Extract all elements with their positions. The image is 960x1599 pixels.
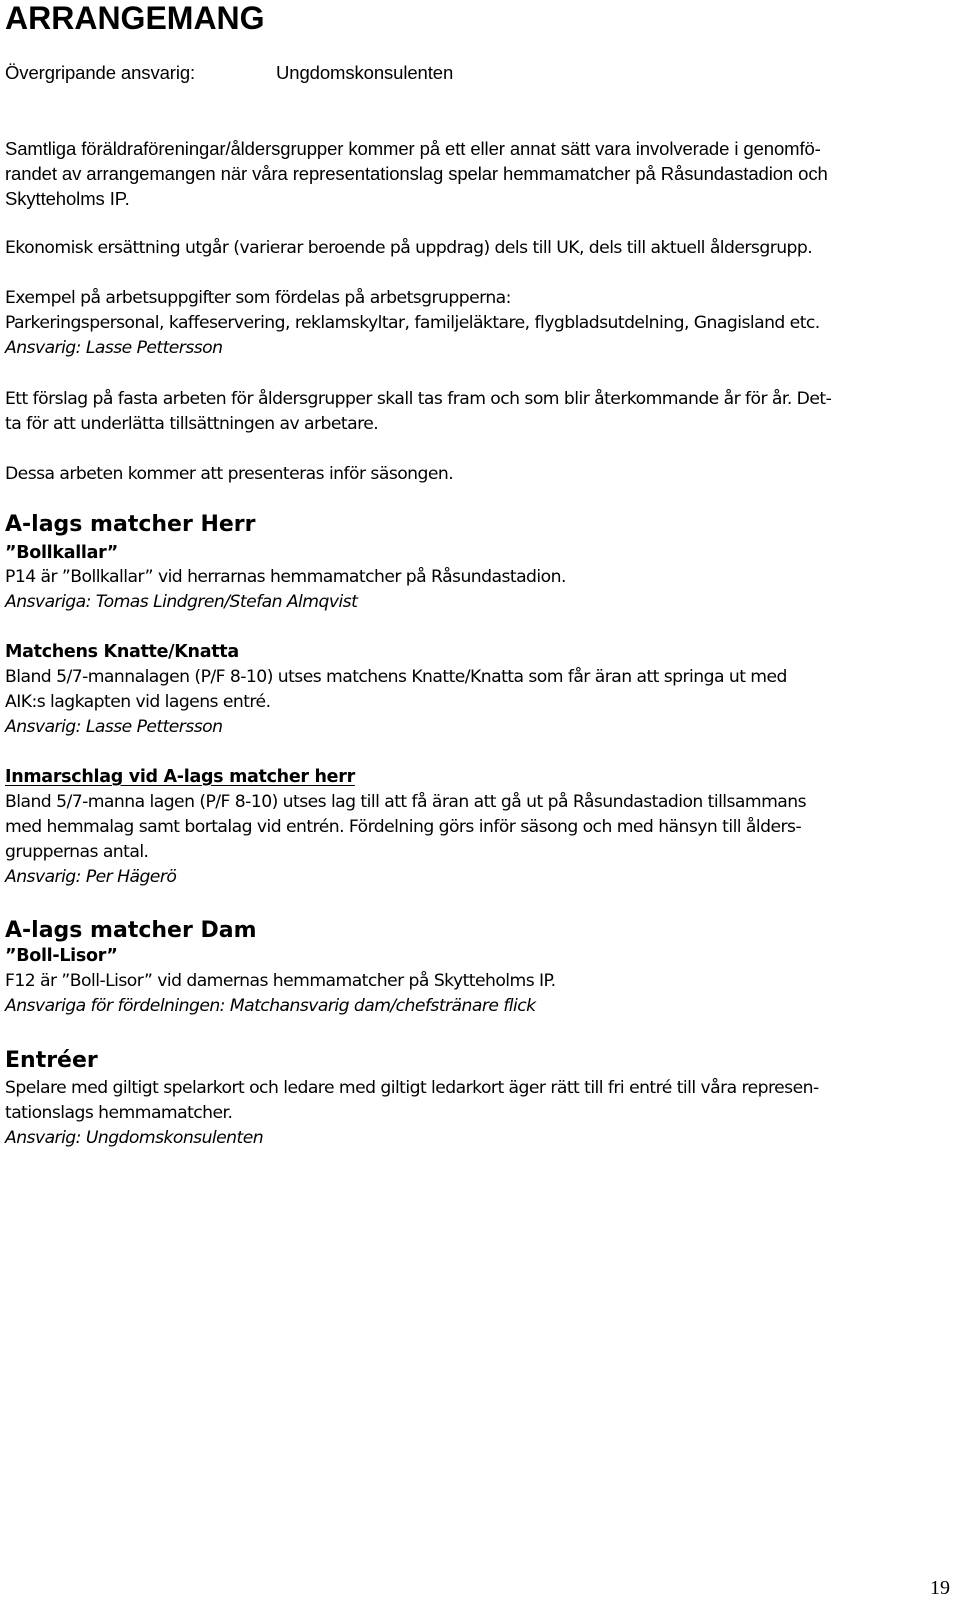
intro-line-3: Skytteholms IP. (5, 188, 130, 209)
tasks-list: Parkeringspersonal, kaffeservering, reklamskyltar, familjeläktare, flygbladsutdelning, Gnagisland etc. (5, 313, 820, 333)
women-matches-heading: A-lags matcher Dam (5, 918, 257, 943)
proposal-line-2: ta för att underlätta tillsättningen av arbetare. (5, 414, 379, 434)
march-in-line-2: med hemmalag samt bortalag vid entrén. Fördelning görs inför säsong och med hänsyn till ålders- (5, 817, 802, 837)
tasks-intro: Exempel på arbetsuppgifter som fördelas på arbetsgrupperna: (5, 288, 511, 308)
page-title: ARRANGEMANG (5, 0, 265, 36)
entrance-line-2: tationslags hemmamatcher. (5, 1103, 233, 1123)
overall-responsible-value: Ungdomskonsulenten (276, 62, 454, 83)
proposal-line-1: Ett förslag på fasta arbeten för åldersgrupper skall tas fram och som blir återkommande år för år. Det- (5, 389, 832, 409)
intro-line-2: randet av arrangemangen när våra representationslag spelar hemmamatcher på Råsundastadion och (5, 163, 828, 184)
march-in-responsible: Ansvarig: Per Hägerö (5, 867, 177, 887)
ballgirls-responsible: Ansvariga för fördelningen: Matchansvarig dam/chefstränare flick (5, 996, 536, 1016)
page-number: 19 (930, 1577, 950, 1599)
entrance-line-1: Spelare med giltigt spelarkort och ledare med giltigt ledarkort äger rätt till fri entré till våra represen- (5, 1078, 819, 1098)
intro-line-1: Samtliga föräldraföreningar/åldersgrupper kommer på ett eller annat sätt vara involverade i genomfö- (5, 138, 821, 159)
march-in-line-1: Bland 5/7-manna lagen (P/F 8-10) utses lag till att få äran att gå ut på Råsundastadion tillsammans (5, 792, 807, 812)
ballboys-responsible: Ansvariga: Tomas Lindgren/Stefan Almqvist (5, 592, 358, 612)
mascot-line-1: Bland 5/7-mannalagen (P/F 8-10) utses matchens Knatte/Knatta som får äran att springa ut med (5, 667, 787, 687)
men-matches-heading: A-lags matcher Herr (5, 512, 256, 537)
entrance-heading: Entréer (5, 1048, 98, 1073)
mascot-line-2: AIK:s lagkapten vid lagens entré. (5, 692, 271, 712)
march-in-heading: Inmarschlag vid A-lags matcher herr (5, 767, 355, 787)
ballgirls-text: F12 är ”Boll-Lisor” vid damernas hemmamatcher på Skytteholms IP. (5, 971, 556, 991)
tasks-responsible: Ansvarig: Lasse Pettersson (5, 338, 223, 358)
compensation-text: Ekonomisk ersättning utgår (varierar beroende på uppdrag) dels till UK, dels till aktuell åldersgrupp. (5, 238, 813, 258)
entrance-responsible: Ansvarig: Ungdomskonsulenten (5, 1128, 264, 1148)
presentation-note: Dessa arbeten kommer att presenteras inför säsongen. (5, 464, 454, 484)
mascot-heading: Matchens Knatte/Knatta (5, 642, 239, 662)
ballboys-text: P14 är ”Bollkallar” vid herrarnas hemmamatcher på Råsundastadion. (5, 567, 566, 587)
overall-responsible-label: Övergripande ansvarig: (5, 62, 196, 83)
mascot-responsible: Ansvarig: Lasse Pettersson (5, 717, 223, 737)
march-in-line-3: gruppernas antal. (5, 842, 149, 862)
ballgirls-heading: ”Boll-Lisor” (5, 946, 118, 966)
ballboys-heading: ”Bollkallar” (5, 543, 118, 563)
